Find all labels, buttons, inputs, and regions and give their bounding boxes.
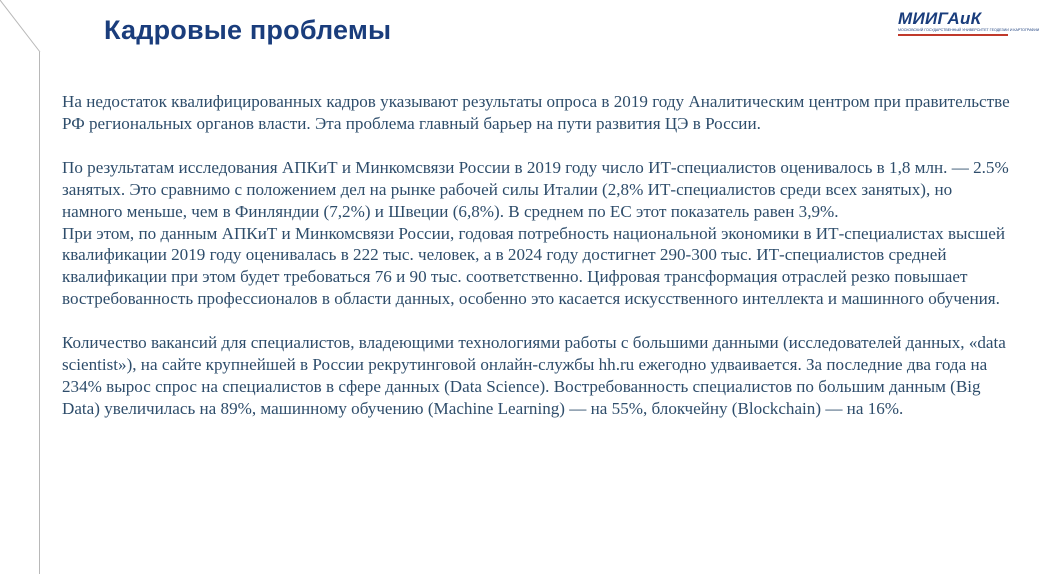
corner-diagonal-line [0,0,60,60]
paragraph-1: На недостаток квалифицированных кадров указывают результаты опроса в 2019 году Аналитическим центром при правительстве РФ региональных органов власти. Эта проблема главный барьер на пути развития ЦЭ в России. [62,92,1010,133]
paragraph-4: Количество вакансий для специалистов, владеющими технологиями работы с большими данными (исследователей данных, «data scientist»), на сайте крупнейшей в России рекрутинговой онлайн-службы hh.ru ежегодно удваивается. За последние два года на 234% вырос спрос на специалистов в сфере данных (Data Science). Востребованность специалистов по большим данным (Big Data) увеличилась на 89%, машинному обучению (Machine Learning) — на 55%, блокчейну (Blockchain) — на 16%. [62,333,1006,418]
page-title: Кадровые проблемы [104,15,392,45]
body-text [62,91,1012,420]
logo-accent-bar [898,34,1008,36]
paragraph-gap [62,310,1012,332]
university-logo [898,9,1039,50]
paragraph-gap [62,135,1012,157]
paragraph-2: По результатам исследования АПКиТ и Минкомсвязи России в 2019 году число ИТ-специалистов оценивалось в 1,8 млн. — 2.5% занятых. Это сравнимо с положением дел на рынке рабочей силы Италии (2,8% ИТ-специалистов среди всех занятых), но намного меньше, чем в Финляндии (7,2%) и Швеции (6,8%). В среднем по ЕС этот показатель равен 3,9%. [62,157,1009,221]
logo-subtitle: МОСКОВСКИЙ ГОСУДАРСТВЕННЫЙ УНИВЕРСИТЕТ ГЕОДЕЗИИ И КАРТОГРАФИИ [898,28,1039,32]
paragraph-3: При этом, по данным АПКиТ и Минкомсвязи России, годовая потребность национальной экономики в ИТ-специалистах высшей квалификации 2019 году оценивалась в 222 тыс. человек, а в 2024 году достигнет 290-300 тыс. ИТ-специалистов средней квалификации при этом будет требоваться 76 и 90 тыс. соответственно. Цифровая трансформация отраслей резко повышает востребованность профессионалов в области данных, особенно это касается искусственного интеллекта и машинного обучения. [62,223,1006,309]
left-vertical-rule [39,52,40,574]
logo-name: МИИГАиК [898,9,982,28]
